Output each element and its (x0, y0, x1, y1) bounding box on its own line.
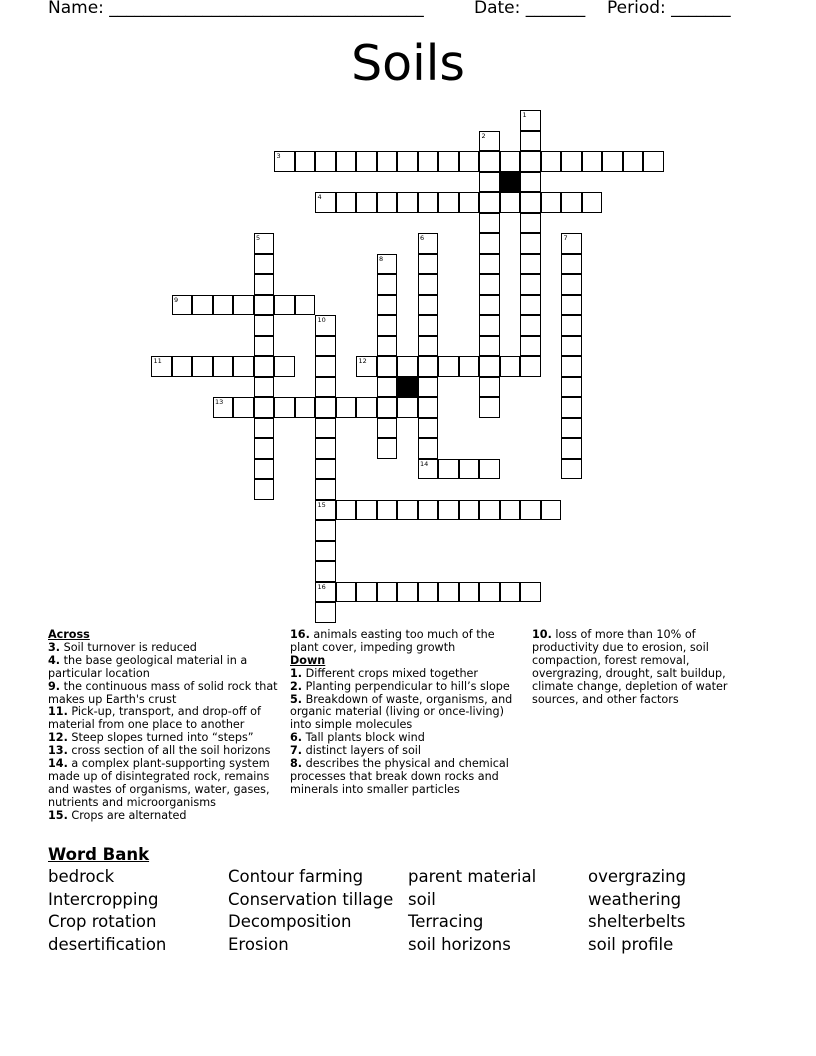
crossword-cell[interactable] (315, 192, 336, 213)
crossword-cell[interactable] (479, 274, 500, 295)
crossword-cell[interactable] (479, 172, 500, 193)
crossword-cell[interactable] (479, 356, 500, 377)
crossword-cell[interactable] (438, 356, 459, 377)
crossword-cell[interactable] (520, 151, 541, 172)
crossword-cell[interactable] (500, 192, 521, 213)
clue-number: 14 (420, 459, 429, 468)
crossword-cell[interactable] (336, 192, 357, 213)
crossword-cell[interactable] (418, 500, 439, 521)
crossword-cell[interactable] (582, 192, 603, 213)
word-bank-item: Contour farming (228, 867, 364, 886)
crossword-cell[interactable] (315, 397, 336, 418)
period-field-label: Period: _______ (607, 0, 731, 18)
crossword-cell[interactable] (356, 192, 377, 213)
crossword-cell[interactable] (254, 295, 275, 316)
crossword-cell[interactable] (479, 582, 500, 603)
crossword-cell[interactable] (377, 151, 398, 172)
crossword-cell[interactable] (315, 377, 336, 398)
crossword-cell[interactable] (459, 459, 480, 480)
down-heading: Down (290, 653, 326, 667)
crossword-cell[interactable] (520, 233, 541, 254)
crossword-black-square (397, 377, 418, 398)
crossword-cell[interactable] (315, 479, 336, 500)
clue-number: 8 (379, 254, 384, 263)
crossword-cell[interactable] (397, 397, 418, 418)
clue-down-7: 7. distinct layers of soil (290, 744, 422, 758)
crossword-cell[interactable] (336, 397, 357, 418)
clue-across-4: 4. the base geological material in a particular location (48, 653, 248, 680)
crossword-cell[interactable] (254, 459, 275, 480)
crossword-cell[interactable] (479, 315, 500, 336)
crossword-cell[interactable] (520, 172, 541, 193)
crossword-cell[interactable] (418, 418, 439, 439)
crossword-cell[interactable] (418, 356, 439, 377)
clue-down-6: 6. Tall plants block wind (290, 731, 425, 745)
crossword-cell[interactable] (500, 151, 521, 172)
crossword-cell[interactable] (295, 151, 316, 172)
crossword-cell[interactable] (418, 459, 439, 480)
crossword-cell[interactable] (377, 336, 398, 357)
crossword-cell[interactable] (438, 192, 459, 213)
crossword-cell[interactable] (233, 397, 254, 418)
crossword-cell[interactable] (561, 192, 582, 213)
crossword-cell[interactable] (459, 582, 480, 603)
clue-number: 4 (317, 193, 322, 201)
crossword-cell[interactable] (520, 274, 541, 295)
crossword-cell[interactable] (418, 192, 439, 213)
clue-across-14: 14. a complex plant-supporting system made up of disintegrated rock, remains and wastes of organisms, water, gases, nutrients and microorganisms (48, 757, 270, 809)
crossword-cell[interactable] (254, 315, 275, 336)
word-bank-item: soil (408, 889, 436, 909)
crossword-cell[interactable] (561, 274, 582, 295)
clue-number: 6 (420, 234, 425, 242)
crossword-cell[interactable] (397, 151, 418, 172)
crossword-cell[interactable] (418, 336, 439, 357)
crossword-cell[interactable] (479, 295, 500, 316)
crossword-cell[interactable] (315, 336, 336, 357)
clue-number: 11 (153, 357, 162, 365)
crossword-cell[interactable] (520, 213, 541, 234)
clue-number: 3 (276, 152, 281, 160)
clue-number: 15 (317, 500, 326, 509)
crossword-cell[interactable] (418, 397, 439, 418)
crossword-cell[interactable] (356, 397, 377, 418)
crossword-cell[interactable] (561, 151, 582, 172)
clue-down-8: 8. describes the physical and chemical processes that break down rocks and minerals into smaller particles (290, 757, 509, 796)
crossword-cell[interactable] (213, 295, 234, 316)
crossword-cell[interactable] (479, 131, 500, 152)
crossword-cell[interactable] (541, 192, 562, 213)
crossword-cell[interactable] (254, 377, 275, 398)
crossword-cell[interactable] (520, 315, 541, 336)
word-bank-item: soil profile (588, 934, 674, 954)
crossword-cell[interactable] (377, 274, 398, 295)
crossword-cell[interactable] (377, 356, 398, 377)
word-bank-item: Conservation tillage (228, 889, 394, 909)
crossword-cell[interactable] (418, 254, 439, 275)
clue-across-12: 12. Steep slopes turned into “steps” (48, 731, 254, 745)
crossword-cell[interactable] (520, 192, 541, 213)
clue-number: 10 (317, 316, 326, 324)
crossword-cell[interactable] (438, 500, 459, 521)
clue-number: 9 (174, 295, 179, 304)
crossword-cell[interactable] (500, 500, 521, 521)
crossword-cell[interactable] (336, 500, 357, 521)
clue-across-9: 9. the continuous mass of solid rock that makes up Earth's crust (48, 679, 278, 706)
crossword-cell[interactable] (213, 397, 234, 418)
crossword-cell[interactable] (295, 295, 316, 316)
crossword-cell[interactable] (315, 602, 336, 623)
word-bank-item: overgrazing (588, 867, 687, 886)
word-bank-column-4 (588, 866, 686, 956)
crossword-cell[interactable] (315, 561, 336, 582)
crossword-cell[interactable] (315, 459, 336, 480)
clues-column-3 (532, 629, 742, 706)
crossword-cell[interactable] (520, 131, 541, 152)
crossword-cell[interactable] (438, 459, 459, 480)
crossword-cell[interactable] (377, 315, 398, 336)
crossword-cell[interactable] (561, 377, 582, 398)
crossword-cell[interactable] (520, 356, 541, 377)
crossword-cell[interactable] (479, 254, 500, 275)
crossword-cell[interactable] (356, 151, 377, 172)
clue-across-3: 3. Soil turnover is reduced (48, 640, 197, 654)
word-bank-item: desertification (48, 934, 167, 954)
word-bank-item: weathering (588, 889, 682, 909)
crossword-cell[interactable] (500, 356, 521, 377)
word-bank-column-2 (228, 866, 393, 956)
crossword-cell[interactable] (479, 233, 500, 254)
crossword-cell[interactable] (479, 336, 500, 357)
crossword-cell[interactable] (254, 397, 275, 418)
crossword-cell[interactable] (295, 397, 316, 418)
crossword-cell[interactable] (438, 151, 459, 172)
crossword-cell[interactable] (213, 356, 234, 377)
crossword-cell[interactable] (315, 520, 336, 541)
crossword-cell[interactable] (315, 151, 336, 172)
crossword-cell[interactable] (377, 418, 398, 439)
crossword-cell[interactable] (520, 295, 541, 316)
crossword-cell[interactable] (561, 397, 582, 418)
crossword-cell[interactable] (377, 377, 398, 398)
crossword-cell[interactable] (192, 356, 213, 377)
crossword-cell[interactable] (377, 397, 398, 418)
crossword-cell[interactable] (561, 336, 582, 357)
crossword-cell[interactable] (479, 500, 500, 521)
crossword-cell[interactable] (541, 151, 562, 172)
crossword-cell[interactable] (315, 541, 336, 562)
crossword-cell[interactable] (377, 582, 398, 603)
crossword-cell[interactable] (377, 438, 398, 459)
clue-number: 7 (563, 234, 568, 242)
crossword-cell[interactable] (336, 151, 357, 172)
crossword-cell[interactable] (520, 336, 541, 357)
crossword-cell[interactable] (397, 500, 418, 521)
clue-number: 12 (358, 357, 367, 365)
crossword-cell[interactable] (500, 582, 521, 603)
crossword-cell[interactable] (315, 356, 336, 377)
crossword-cell[interactable] (418, 295, 439, 316)
crossword-cell[interactable] (520, 582, 541, 603)
crossword-cell[interactable] (479, 192, 500, 213)
crossword-cell[interactable] (315, 438, 336, 459)
crossword-cell[interactable] (561, 356, 582, 377)
crossword-black-square (500, 172, 521, 193)
crossword-cell[interactable] (520, 500, 541, 521)
crossword-cell[interactable] (254, 254, 275, 275)
page-title: Soils (351, 35, 465, 92)
clue-down-2: 2. Planting perpendicular to hill’s slope (290, 679, 510, 693)
clue-number: 16 (317, 582, 326, 591)
crossword-cell[interactable] (254, 418, 275, 439)
clue-down-10: 10. loss of more than 10% of productivity due to erosion, soil compaction, forest removal, overgrazing, drought, salt buildup, climate change, depletion of water sources, and other factors (532, 628, 728, 706)
crossword-cell[interactable] (274, 295, 295, 316)
crossword-cell[interactable] (151, 356, 172, 377)
clue-number: 1 (522, 111, 527, 119)
clue-down-5: 5. Breakdown of waste, organisms, and organic material (living or once-living) into simple molecules (290, 692, 513, 732)
crossword-cell[interactable] (418, 233, 439, 254)
date-field-label: Date: _______ (474, 0, 586, 18)
crossword-cell[interactable] (479, 377, 500, 398)
crossword-cell[interactable] (418, 438, 439, 459)
word-bank-column-1 (48, 866, 166, 956)
crossword-cell[interactable] (459, 356, 480, 377)
word-bank-item: Erosion (228, 934, 289, 954)
crossword-cell[interactable] (377, 254, 398, 275)
crossword-cell[interactable] (561, 438, 582, 459)
clue-across-11: 11. Pick-up, transport, and drop-off of material from one place to another (48, 705, 261, 732)
crossword-cell[interactable] (479, 213, 500, 234)
crossword-cell[interactable] (520, 110, 541, 131)
crossword-cell[interactable] (274, 397, 295, 418)
crossword-cell[interactable] (254, 479, 275, 500)
crossword-cell[interactable] (233, 356, 254, 377)
crossword-cell[interactable] (438, 582, 459, 603)
crossword-cell[interactable] (254, 336, 275, 357)
crossword-cell[interactable] (315, 500, 336, 521)
crossword-cell[interactable] (418, 582, 439, 603)
clue-across-15: 15. Crops are alternated (48, 808, 187, 822)
clue-number: 5 (256, 234, 261, 242)
word-bank-item: parent material (408, 867, 537, 886)
crossword-cell[interactable] (336, 582, 357, 603)
crossword-cell[interactable] (356, 582, 377, 603)
crossword-cell[interactable] (602, 151, 623, 172)
crossword-cell[interactable] (172, 356, 193, 377)
clue-down-1: 1. Different crops mixed together (290, 666, 479, 680)
clue-across-13: 13. cross section of all the soil horizons (48, 744, 271, 758)
crossword-cell[interactable] (192, 295, 213, 316)
crossword-cell[interactable] (582, 151, 603, 172)
crossword-cell[interactable] (254, 438, 275, 459)
crossword-cell[interactable] (459, 192, 480, 213)
clues-column-1 (48, 629, 280, 823)
crossword-cell[interactable] (561, 418, 582, 439)
word-bank-item: bedrock (48, 867, 115, 886)
word-bank-column-3 (408, 866, 536, 956)
word-bank-item: shelterbelts (588, 912, 686, 932)
word-bank-item: Crop rotation (48, 912, 157, 932)
crossword-cell[interactable] (377, 295, 398, 316)
crossword-cell[interactable] (315, 315, 336, 336)
word-bank-item: Decomposition (228, 912, 352, 932)
crossword-cell[interactable] (520, 254, 541, 275)
crossword-cell[interactable] (418, 315, 439, 336)
crossword-cell[interactable] (459, 151, 480, 172)
crossword-cell[interactable] (418, 377, 439, 398)
crossword-cell[interactable] (541, 500, 562, 521)
crossword-cell[interactable] (479, 151, 500, 172)
clue-across-16: 16. animals easting too much of the plant cover, impeding growth (290, 628, 495, 654)
crossword-cell[interactable] (233, 295, 254, 316)
word-bank-item: Terracing (408, 912, 484, 932)
crossword-cell[interactable] (356, 500, 377, 521)
crossword-cell[interactable] (254, 356, 275, 377)
crossword-cell[interactable] (561, 233, 582, 254)
crossword-cell[interactable] (479, 459, 500, 480)
clues-column-2 (290, 629, 516, 797)
crossword-cell[interactable] (172, 295, 193, 316)
crossword-cell[interactable] (356, 356, 377, 377)
crossword-cell[interactable] (315, 582, 336, 603)
crossword-cell[interactable] (561, 459, 582, 480)
crossword-cell[interactable] (561, 315, 582, 336)
crossword-cell[interactable] (397, 582, 418, 603)
crossword-cell[interactable] (397, 192, 418, 213)
crossword-cell[interactable] (418, 274, 439, 295)
crossword-cell[interactable] (561, 254, 582, 275)
crossword-cell[interactable] (274, 356, 295, 377)
name-field-label: Name: _____________________________________ (48, 0, 424, 18)
crossword-cell[interactable] (315, 418, 336, 439)
word-bank-item: soil horizons (408, 934, 511, 954)
crossword-cell[interactable] (459, 500, 480, 521)
crossword-cell[interactable] (561, 295, 582, 316)
crossword-cell[interactable] (643, 151, 664, 172)
crossword-cell[interactable] (479, 397, 500, 418)
word-bank-heading: Word Bank (48, 845, 150, 864)
crossword-cell[interactable] (254, 233, 275, 254)
clue-number: 2 (481, 131, 486, 140)
crossword-cell[interactable] (377, 192, 398, 213)
crossword-cell[interactable] (418, 151, 439, 172)
word-bank-item: Intercropping (48, 889, 159, 909)
crossword-cell[interactable] (623, 151, 644, 172)
clue-number: 13 (215, 398, 224, 406)
crossword-cell[interactable] (377, 500, 398, 521)
crossword-cell[interactable] (397, 356, 418, 377)
crossword-cell[interactable] (274, 151, 295, 172)
across-heading: Across (48, 628, 90, 641)
crossword-cell[interactable] (254, 274, 275, 295)
